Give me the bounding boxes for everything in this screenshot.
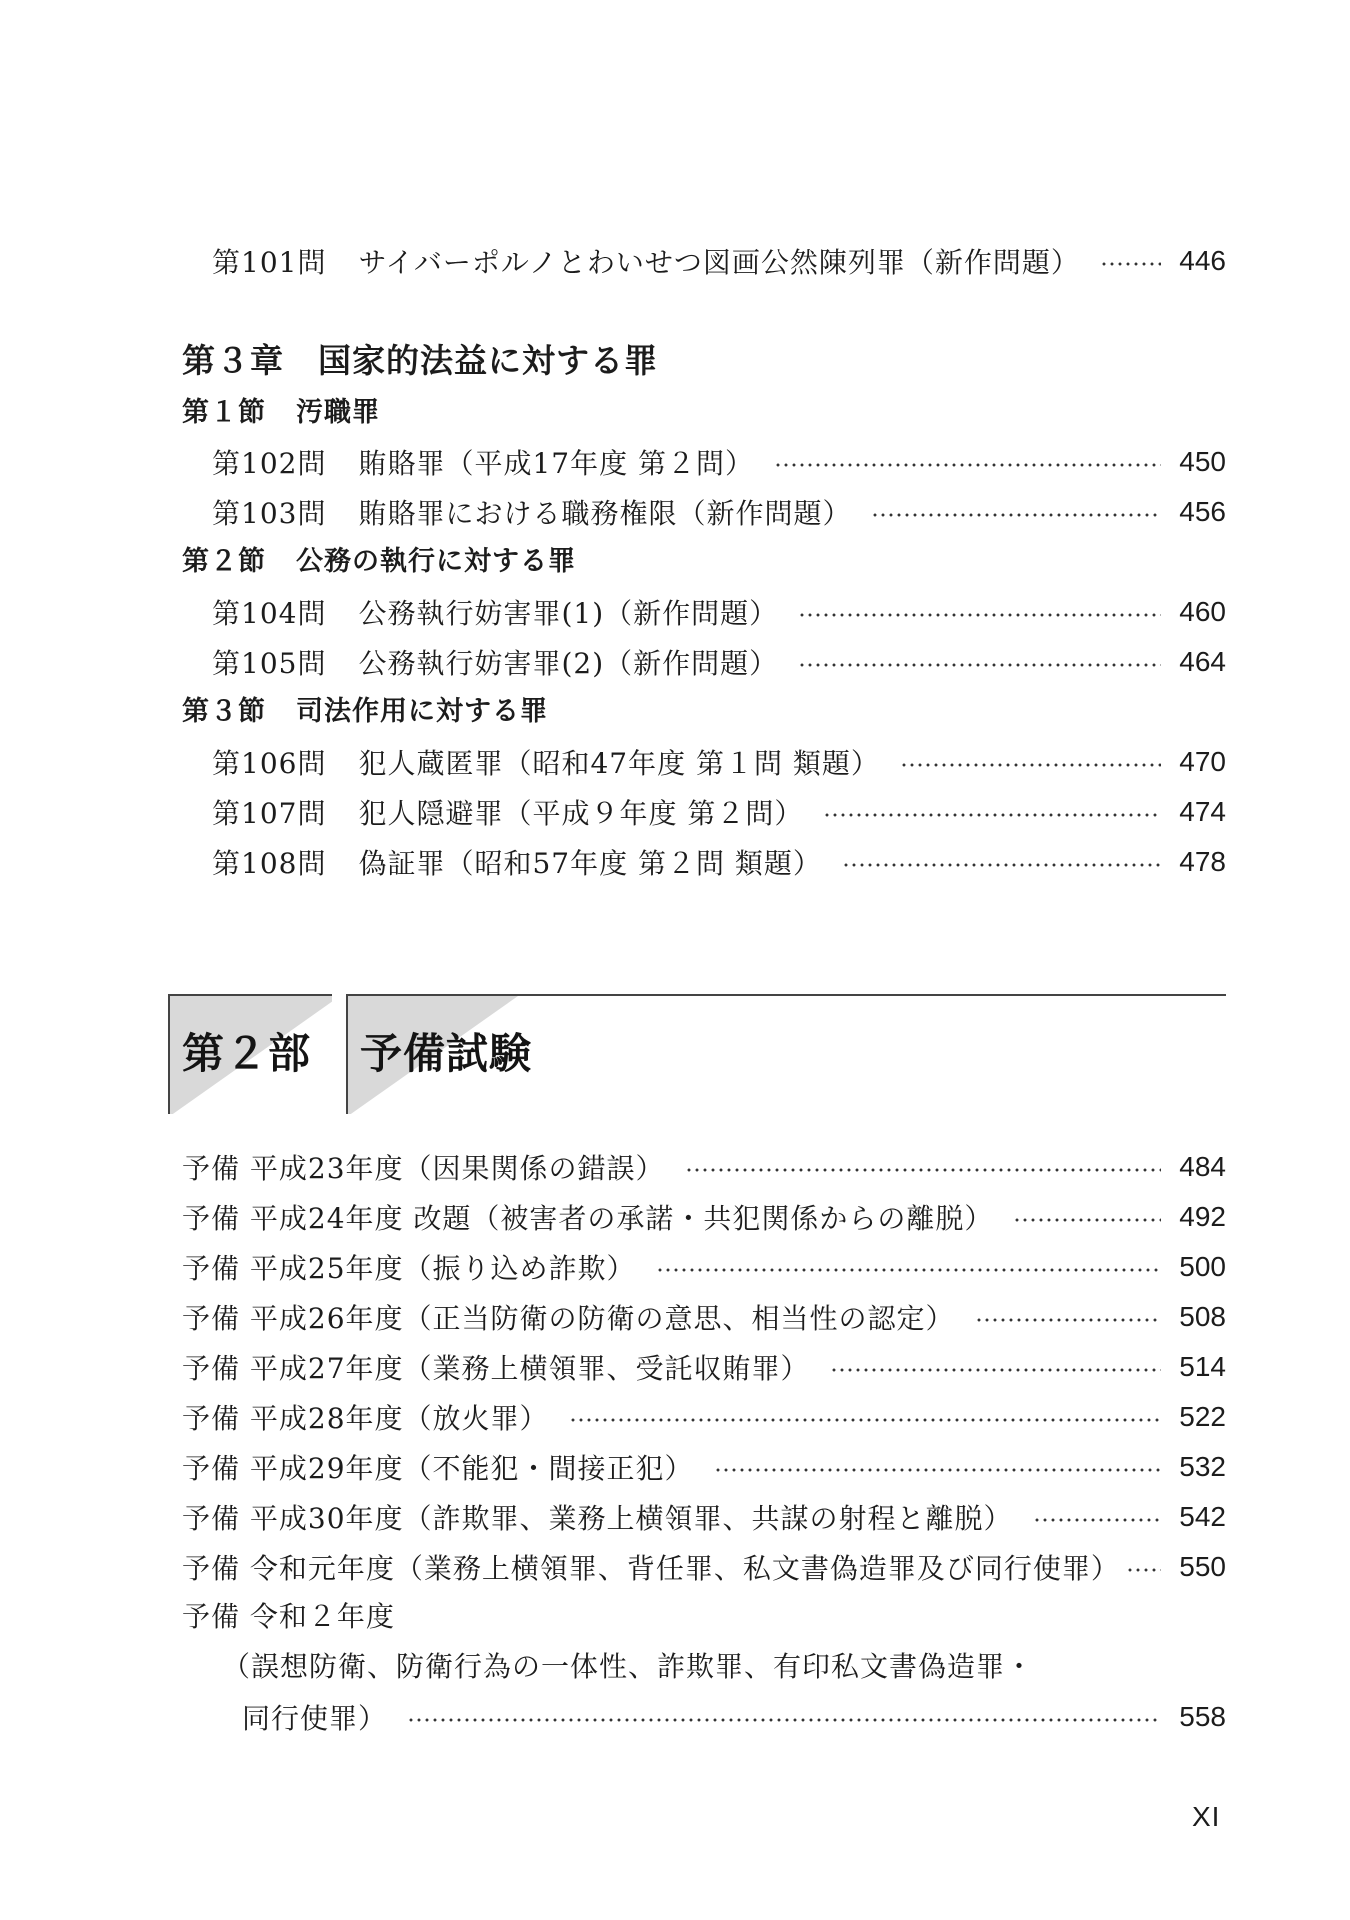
page-number: 522 (1179, 1401, 1226, 1432)
part-number: 第２部 (182, 1029, 312, 1078)
dot-leader (407, 1717, 1161, 1723)
toc-yobi-entry (182, 1394, 1226, 1440)
entry-number: 第105問 (212, 647, 327, 680)
toc-yobi-entry (182, 1294, 1226, 1340)
page-number: 532 (1179, 1451, 1226, 1482)
toc-yobi-entry (182, 1144, 1226, 1190)
page-number: 470 (1179, 746, 1226, 777)
entry-title: 賄賂罪における職務権限（新作問題） (358, 497, 852, 530)
section-heading-3 (182, 689, 548, 735)
toc-yobi-entry (182, 1344, 1226, 1390)
dot-leader (1013, 1217, 1161, 1223)
chapter-number: 第３章 (182, 341, 284, 380)
dot-leader (656, 1267, 1162, 1273)
dot-leader (871, 512, 1161, 518)
page-number: 500 (1179, 1251, 1226, 1282)
section-heading-1 (182, 390, 380, 436)
page-number: 558 (1179, 1701, 1226, 1732)
dot-leader (975, 1317, 1162, 1323)
toc-yobi-last-line3 (242, 1694, 1226, 1740)
dot-leader (823, 812, 1161, 818)
dot-leader (830, 1367, 1162, 1373)
toc-yobi-last-line2: （誤想防衛、防衛行為の一体性、詐欺罪、有印私文書偽造罪・ (222, 1650, 1035, 1683)
entry-title: 予備 令和元年度（業務上横領罪、背任罪、私文書偽造罪及び同行使罪） (182, 1552, 1120, 1585)
toc-yobi-entry (182, 1244, 1226, 1290)
page-number: 492 (1179, 1201, 1226, 1232)
toc-entry-105 (212, 639, 1226, 685)
dot-leader (774, 462, 1161, 468)
entry-title: サイバーポルノとわいせつ図画公然陳列罪（新作問題） (358, 246, 1080, 279)
dot-leader (900, 762, 1161, 768)
entry-title: 偽証罪（昭和57年度 第２問 類題） (358, 847, 822, 880)
entry-number: 第107問 (212, 797, 327, 830)
dot-leader (842, 862, 1161, 868)
page-number: 474 (1179, 796, 1226, 827)
toc-yobi-entry (182, 1494, 1226, 1540)
chapter-heading (182, 336, 658, 386)
page-number: 550 (1179, 1551, 1226, 1582)
toc-entry-102 (212, 439, 1226, 485)
toc-yobi-entry (182, 1444, 1226, 1490)
toc-yobi-last-line1: 予備 令和２年度 (182, 1600, 395, 1633)
toc-entry-101 (212, 238, 1226, 284)
part-number-box (168, 994, 332, 1114)
page-number: 464 (1179, 646, 1226, 677)
section-number: 第１節 (182, 397, 266, 428)
dot-leader (685, 1167, 1162, 1173)
toc-entry-103 (212, 489, 1226, 535)
entry-number: 第102問 (212, 447, 327, 480)
page-folio: XI (1192, 1801, 1221, 1832)
page-number: 484 (1179, 1151, 1226, 1182)
toc-entry-104 (212, 589, 1226, 635)
toc-entry-108 (212, 839, 1226, 885)
entry-title: 予備 平成29年度（不能犯・間接正犯） (182, 1452, 694, 1485)
entry-title: 賄賂罪（平成17年度 第２問） (358, 447, 754, 480)
dot-leader (798, 662, 1161, 668)
entry-title: 公務執行妨害罪(2)（新作問題） (358, 647, 779, 680)
section-number: 第２節 (182, 546, 266, 577)
dot-leader (1126, 1567, 1161, 1573)
dot-leader (569, 1417, 1162, 1423)
toc-entry-106 (212, 739, 1226, 785)
toc-entry-107 (212, 789, 1226, 835)
section-title: 汚職罪 (296, 397, 380, 428)
entry-title: 予備 平成26年度（正当防衛の防衛の意思、相当性の認定） (182, 1302, 955, 1335)
entry-number: 第103問 (212, 497, 327, 530)
entry-title: 同行使罪） (242, 1702, 388, 1735)
entry-title: 予備 平成23年度（因果関係の錯誤） (182, 1152, 665, 1185)
section-number: 第３節 (182, 696, 266, 727)
entry-title: 予備 平成28年度（放火罪） (182, 1402, 549, 1435)
entry-title: 公務執行妨害罪(1)（新作問題） (358, 597, 779, 630)
entry-title: 予備 平成27年度（業務上横領罪、受託収賄罪） (182, 1352, 810, 1385)
entry-title: 予備 平成25年度（振り込め詐欺） (182, 1252, 636, 1285)
chapter-title: 国家的法益に対する罪 (318, 341, 658, 380)
entry-title: 予備 平成30年度（詐欺罪、業務上横領罪、共謀の射程と離脱） (182, 1502, 1013, 1535)
dot-leader (1033, 1517, 1162, 1523)
part-banner (168, 994, 1226, 1114)
dot-leader (714, 1467, 1162, 1473)
entry-title: 犯人蔵匿罪（昭和47年度 第１問 類題） (358, 747, 880, 780)
page-number: 460 (1179, 596, 1226, 627)
entry-number: 第104問 (212, 597, 327, 630)
page-number: 508 (1179, 1301, 1226, 1332)
page-number: 478 (1179, 846, 1226, 877)
section-title: 司法作用に対する罪 (296, 696, 548, 727)
toc-yobi-entry (182, 1544, 1226, 1590)
part-title-box (346, 994, 1226, 1114)
section-heading-2 (182, 539, 576, 585)
page-number: 450 (1179, 446, 1226, 477)
entry-title: 予備 平成24年度 改題（被害者の承諾・共犯関係からの離脱） (182, 1202, 994, 1235)
page-number: 542 (1179, 1501, 1226, 1532)
dot-leader (1100, 261, 1161, 267)
page-number: 456 (1179, 496, 1226, 527)
section-title: 公務の執行に対する罪 (296, 546, 576, 577)
entry-number: 第108問 (212, 847, 327, 880)
dot-leader (798, 612, 1161, 618)
page-number: 446 (1179, 245, 1226, 276)
part-title: 予備試験 (360, 1029, 533, 1078)
entry-number: 第101問 (212, 246, 327, 279)
entry-title: 犯人隠避罪（平成９年度 第２問） (358, 797, 804, 830)
entry-number: 第106問 (212, 747, 327, 780)
page-number: 514 (1179, 1351, 1226, 1382)
toc-yobi-entry (182, 1194, 1226, 1240)
